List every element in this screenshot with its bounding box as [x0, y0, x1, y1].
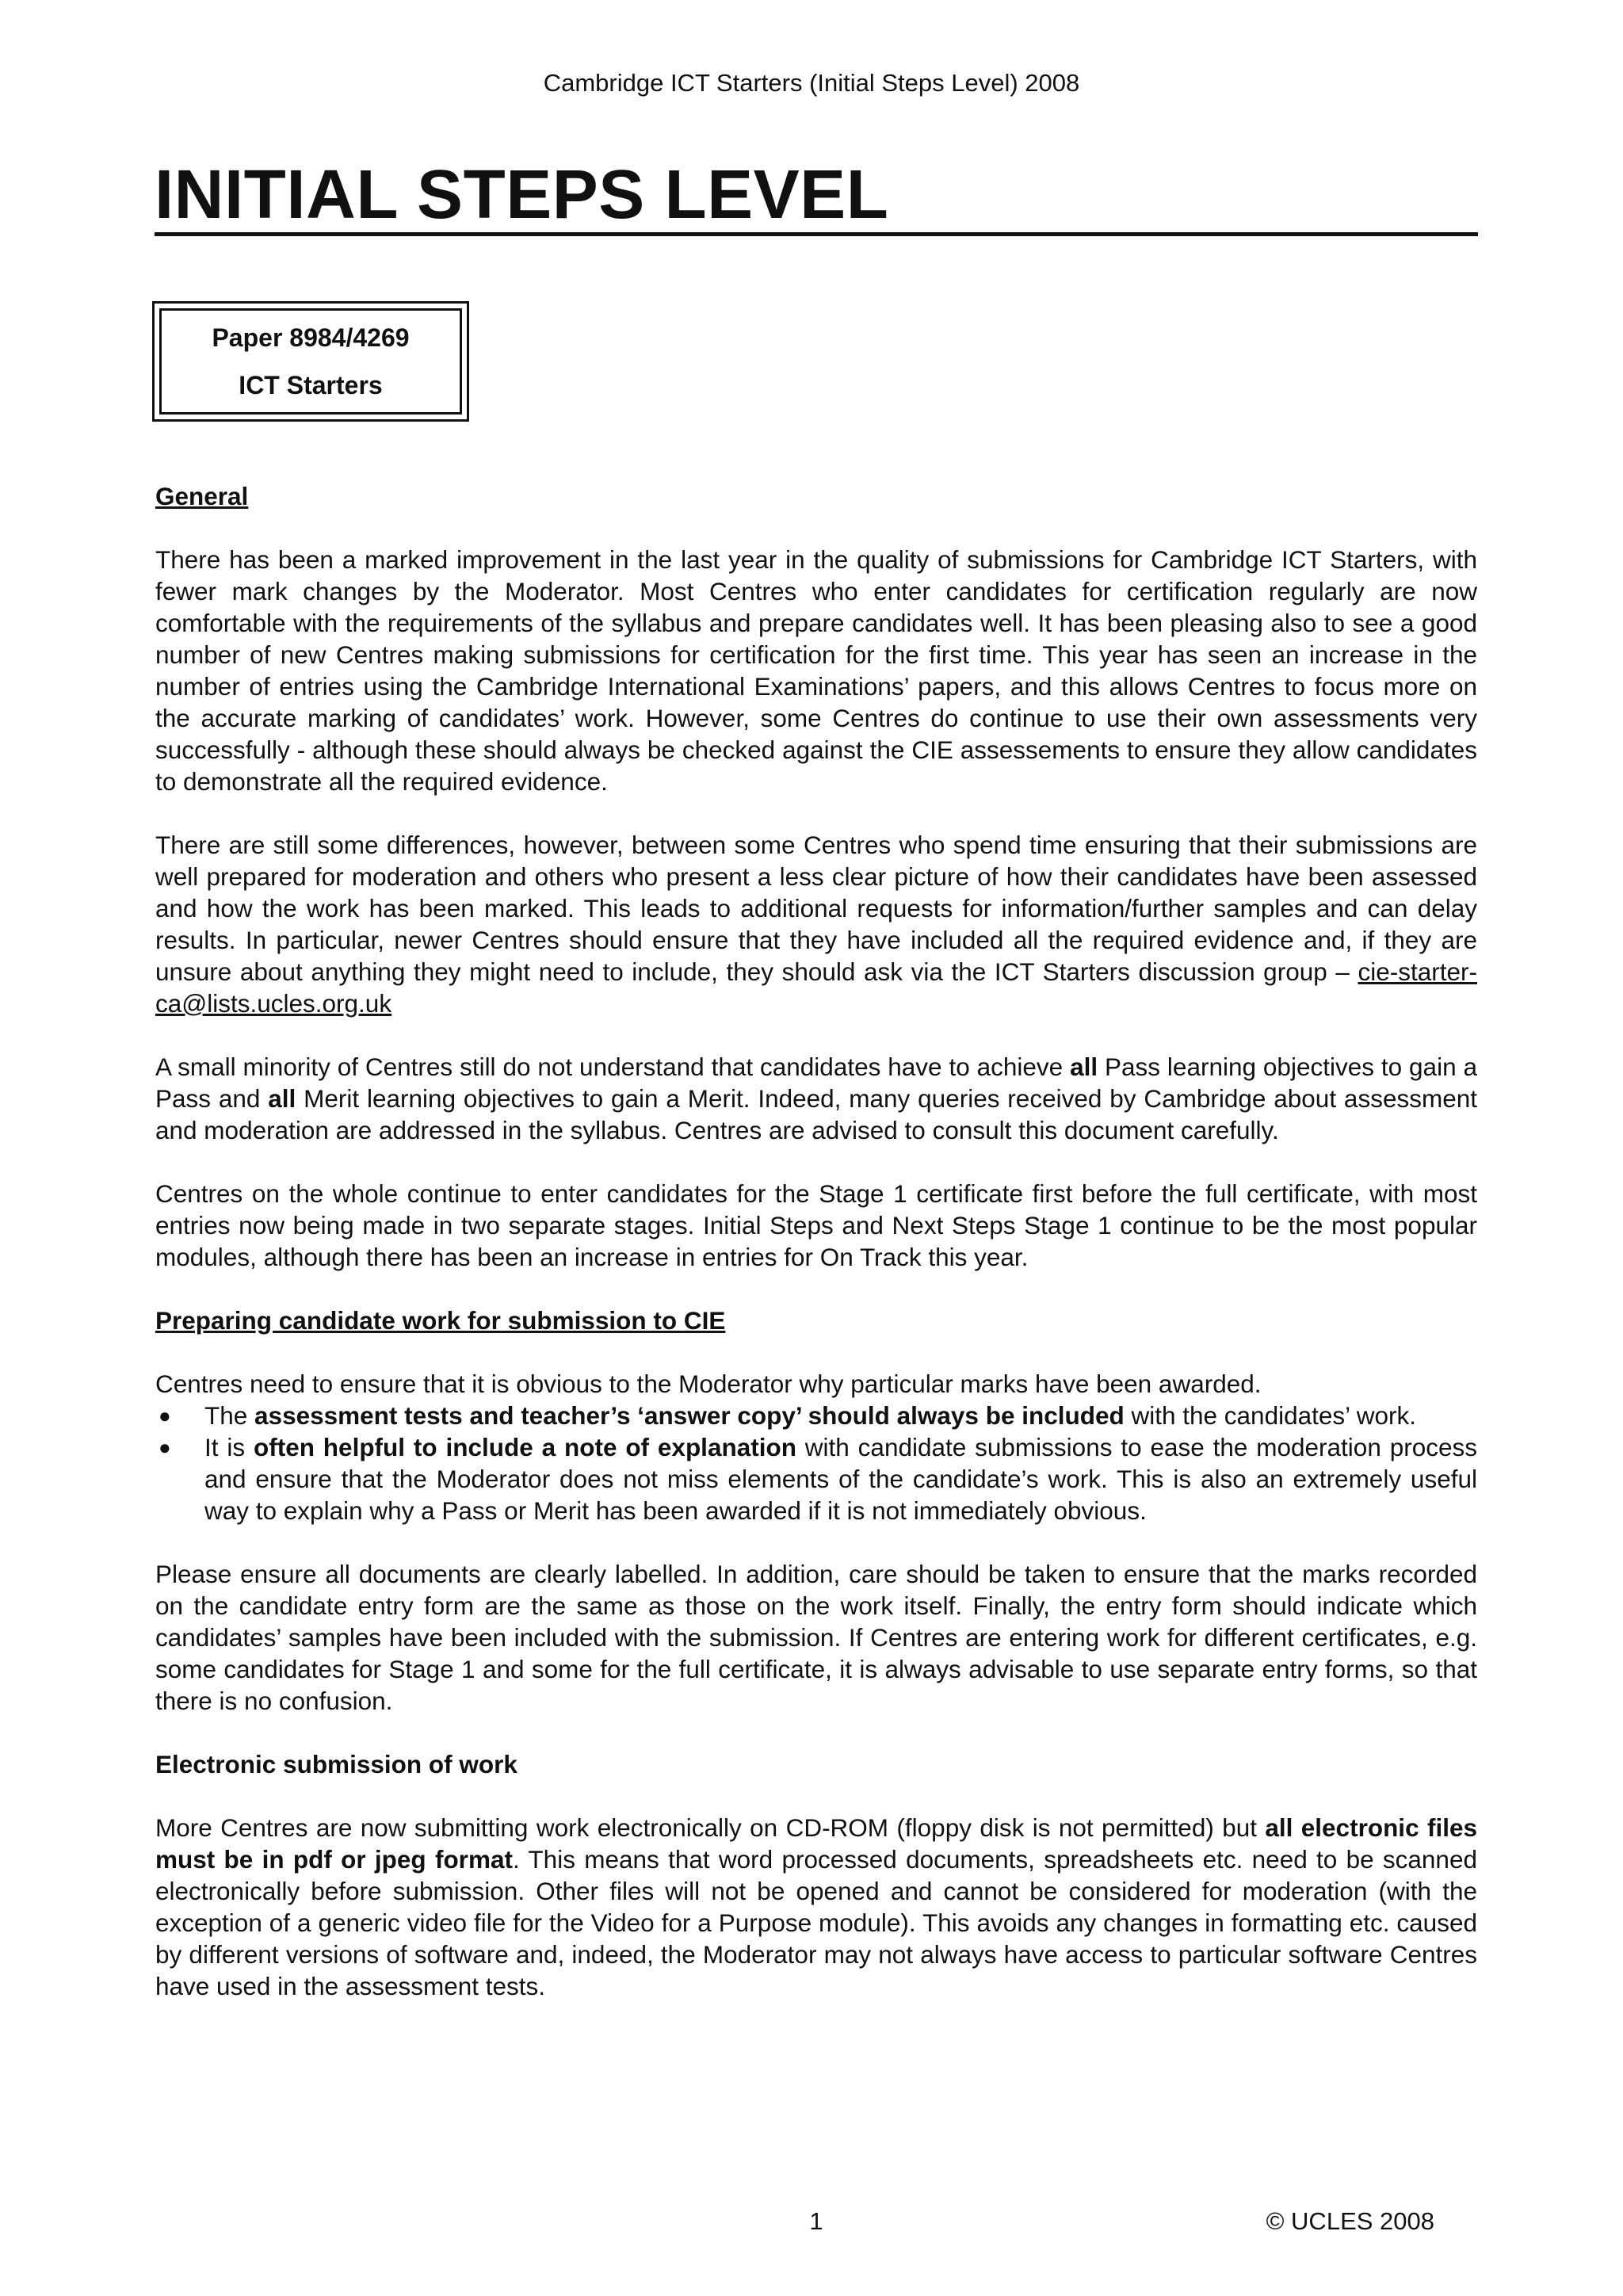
- electronic-paragraph-1: [155, 1812, 1477, 2002]
- discussion-group-email-link[interactable]: cie-starter-ca@lists.ucles.org.uk: [155, 957, 1477, 1018]
- preparing-intro: Centres need to ensure that it is obvious to the Moderator why particular marks have been awarded.: [155, 1370, 1262, 1398]
- bold-run: often helpful to include a note of explanation: [253, 1433, 796, 1461]
- bold-run: all electronic files must be in pdf or jpeg format: [155, 1813, 1477, 1874]
- document-body: [155, 480, 1477, 2034]
- list-item: [155, 1400, 1477, 1431]
- text-run: Merit learning objectives to gain a Merit. Indeed, many queries received by Cambridge about assessment and moderation are addressed in the syllabus. Centres are advised to consult this document carefully.: [155, 1084, 1477, 1144]
- general-paragraph-4: Centres on the whole continue to enter candidates for the Stage 1 certificate first before the full certificate, with most entries now being made in two separate stages. Initial Steps and Next Steps Stage 1 continue to be the most popular modules, although there has been an increase in entries for On Track this year.: [155, 1179, 1477, 1271]
- section-heading-preparing: Preparing candidate work for submission to CIE: [155, 1306, 726, 1335]
- general-paragraph-1: There has been a marked improvement in the last year in the quality of submissions for Cambridge ICT Starters, with fewer mark changes by the Moderator. Most Centres who enter candidates for certification regularly are now comfortable with the requirements of the syllabus and prepare candidates well. It has been pleasing also to see a good number of new Centres making submissions for certification for the first time. This year has seen an increase in the number of entries using the Cambridge International Examinations’ papers, and this allows Centres to focus more on the accurate marking of candidates’ work. However, some Centres do continue to use their own assessments very successfully - although these should always be checked against the CIE assessements to ensure they allow candidates to demonstrate all the required evidence.: [155, 545, 1477, 796]
- page-title: INITIAL STEPS LEVEL: [155, 156, 889, 233]
- title-underline: [155, 232, 1478, 236]
- section-heading-general: General: [155, 482, 249, 510]
- bold-run: assessment tests and teacher’s ‘answer copy’ should always be included: [254, 1401, 1125, 1430]
- text-run: More Centres are now submitting work electronically on CD-ROM (floppy disk is not permitted) but: [155, 1813, 1266, 1842]
- text-run: with candidate submissions to ease the moderation process and ensure that the Moderator does not miss elements of the candidate’s work. This is also an extremely useful way to explain why a Pass or Merit has been awarded if it is not immediately obvious.: [204, 1433, 1477, 1525]
- bullet-icon: ●: [158, 1435, 171, 1459]
- preparing-paragraph-2: Please ensure all documents are clearly labelled. In addition, care should be taken to ensure that the marks recorded on the candidate entry form are the same as those on the work itself. Finally, the entry form should indicate which candidates’ samples have been included with the submission. If Centres are entering work for different certificates, e.g. some candidates for Stage 1 and some for the full certificate, it is always advisable to use separate entry forms, so that there is no confusion.: [155, 1560, 1477, 1715]
- general-paragraph-2: [155, 829, 1477, 1019]
- paper-subject: ICT Starters: [239, 371, 383, 399]
- text-run: Pass learning objectives to gain a Pass and: [155, 1052, 1477, 1113]
- paper-box-inner: [159, 308, 462, 415]
- list-item: [155, 1431, 1477, 1526]
- text-run: The: [204, 1401, 255, 1430]
- bold-run: all: [268, 1084, 296, 1113]
- page-number: 1: [809, 2207, 823, 2235]
- bullet-icon: ●: [158, 1404, 171, 1427]
- text-run: with the candidates’ work.: [1124, 1401, 1416, 1430]
- text-run: A small minority of Centres still do not understand that candidates have to achieve: [155, 1052, 1071, 1081]
- section-heading-electronic: Electronic submission of work: [155, 1750, 517, 1778]
- preparing-bullet-list: [155, 1400, 1477, 1526]
- copyright-notice: © UCLES 2008: [1266, 2207, 1434, 2235]
- text-run: . This means that word processed documents, spreadsheets etc. need to be scanned electronically before submission. Other files will not be opened and cannot be considered for moderation (with the exception of a generic video file for the Video for a Purpose module). This avoids any changes in formatting etc. caused by different versions of software and, indeed, the Moderator may not always have access to particular software Centres have used in the assessment tests.: [155, 1845, 1477, 2000]
- text-run: It is: [204, 1433, 254, 1461]
- running-header: Cambridge ICT Starters (Initial Steps Level) 2008: [543, 69, 1080, 97]
- general-paragraph-2-text: There are still some differences, however, between some Centres who spend time ensuring that their submissions are well prepared for moderation and others who present a less clear picture of how their candidates have been assessed and how the work has been marked. This leads to additional requests for information/further samples and can delay results. In particular, newer Centres should ensure that they have included all the required evidence and, if they are unsure about anything they might need to include, they should ask via the ICT Starters discussion group –: [155, 831, 1477, 986]
- general-paragraph-3: [155, 1051, 1477, 1146]
- paper-code: Paper 8984/4269: [212, 323, 410, 352]
- bold-run: all: [1070, 1052, 1098, 1081]
- paper-box: [152, 301, 469, 422]
